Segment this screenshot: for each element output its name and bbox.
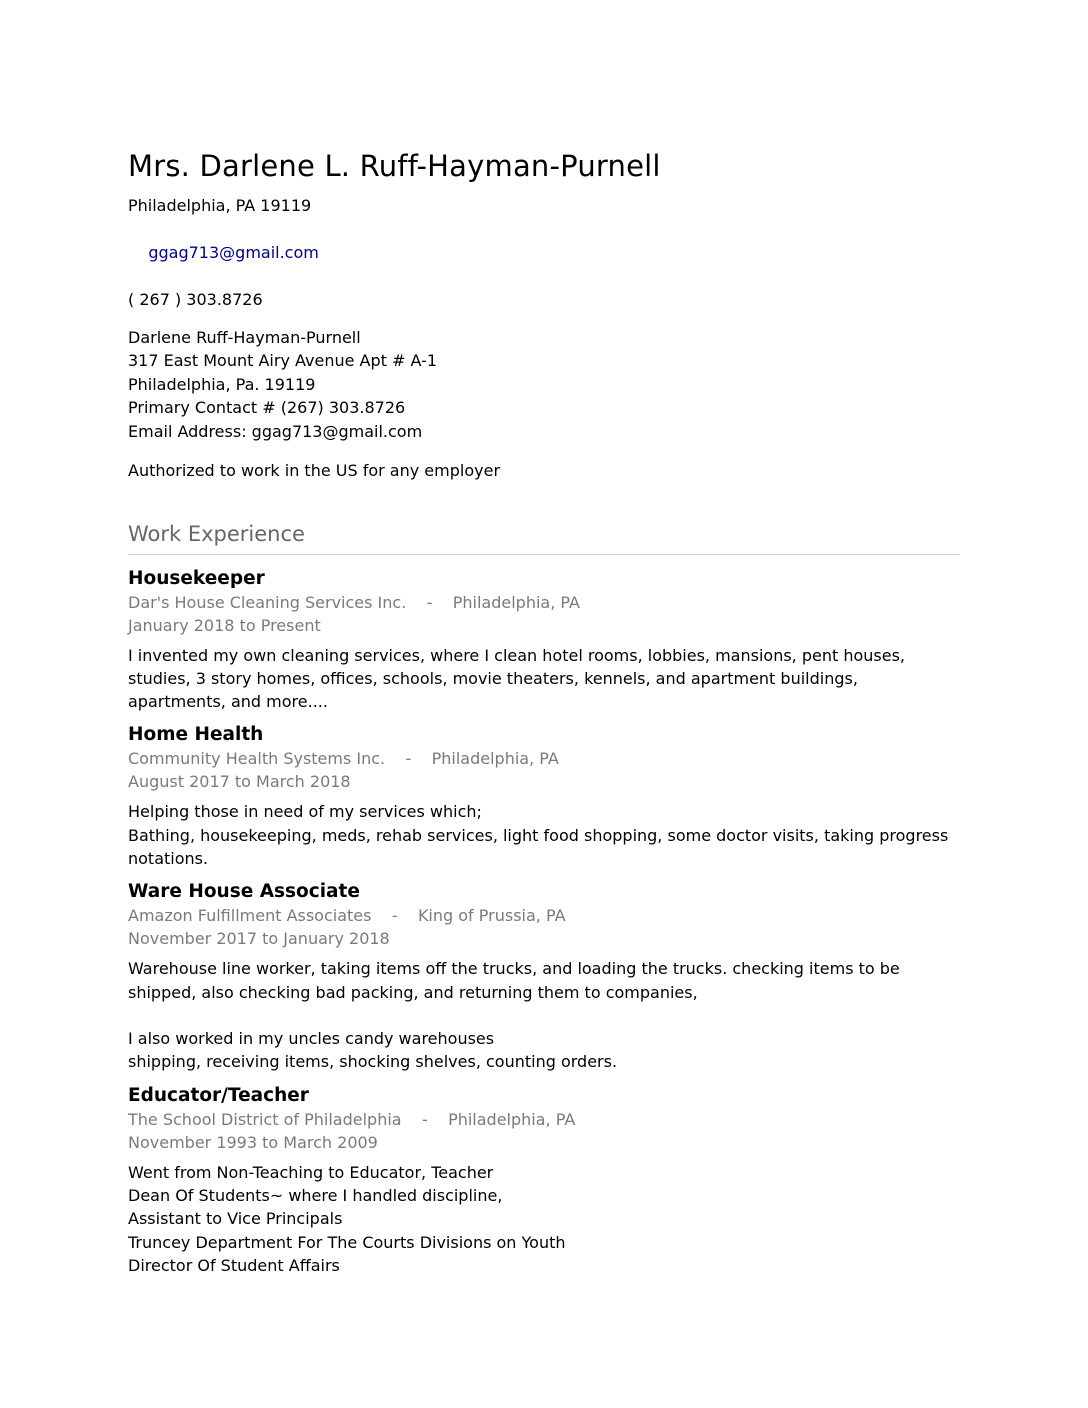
job-separator: -: [426, 592, 433, 612]
job-dates: November 1993 to March 2009: [128, 1132, 378, 1152]
job-separator: -: [405, 749, 412, 769]
job-title: Educator/Teacher: [128, 1084, 309, 1106]
address-line: Primary Contact # (267) 303.8726: [128, 398, 406, 417]
job-entry: [128, 880, 960, 1073]
job-separator: -: [391, 906, 398, 926]
job-company-line: [128, 591, 960, 614]
job-dates: November 2017 to January 2018: [128, 929, 390, 949]
address-line: Email Address: ggag713@gmail.com: [128, 421, 423, 441]
address-line: Darlene Ruff-Hayman-Purnell: [128, 327, 361, 347]
job-separator: -: [421, 1109, 428, 1129]
section-title-work-experience: Work Experience: [128, 521, 305, 546]
candidate-phone: ( 267 ) 303.8726: [128, 290, 263, 309]
section-divider: [128, 554, 960, 555]
candidate-name: Mrs. Darlene L. Ruff-Hayman-Purnell: [128, 149, 661, 183]
candidate-location: Philadelphia, PA 19119: [128, 196, 312, 215]
job-description: Went from Non-Teaching to Educator, Teacher Dean Of Students~ where I handled discipline, Assistant to Vice Principals Truncey Department For The Courts Divisions on Youth Director Of Student Affairs: [128, 1162, 566, 1275]
job-company-line: [128, 1108, 960, 1131]
job-title: Ware House Associate: [128, 881, 360, 903]
spacer: [128, 312, 960, 326]
work-authorization: Authorized to work in the US for any employer: [128, 461, 501, 480]
address-block: [128, 326, 960, 444]
resume-page: [128, 146, 960, 1287]
job-entry: [128, 567, 960, 714]
job-entry: [128, 723, 960, 870]
job-company-line: [128, 904, 960, 927]
address-line: Philadelphia, Pa. 19119: [128, 374, 316, 394]
job-location: Philadelphia, PA: [431, 749, 559, 769]
job-company: The School District of Philadelphia: [128, 1109, 402, 1129]
address-line: 317 East Mount Airy Avenue Apt # A-1: [128, 351, 438, 370]
candidate-email-line: [128, 218, 960, 289]
job-company: Community Health Systems Inc.: [128, 749, 386, 769]
job-location: King of Prussia, PA: [417, 906, 566, 926]
job-description: Warehouse line worker, taking items off the trucks, and loading the trucks. checking items to be shipped, also checking bad packing, and returning them to companies, I also worked in my uncles candy warehouses shipping, receiving items, shocking shelves, counting orders.: [128, 959, 900, 1072]
job-title: Housekeeper: [128, 567, 265, 589]
job-dates: January 2018 to Present: [128, 615, 321, 635]
job-dates: August 2017 to March 2018: [128, 772, 351, 792]
job-company: Dar's House Cleaning Services Inc.: [128, 592, 407, 612]
job-description: Helping those in need of my services which; Bathing, housekeeping, meds, rehab services, light food shopping, some doctor visits, taking progress notations.: [128, 802, 949, 868]
job-location: Philadelphia, PA: [452, 592, 580, 612]
job-title: Home Health: [128, 724, 264, 746]
job-company-line: [128, 747, 960, 770]
candidate-email-link[interactable]: ggag713@gmail.com: [148, 243, 319, 262]
job-location: Philadelphia, PA: [448, 1109, 576, 1129]
job-company: Amazon Fulfillment Associates: [128, 906, 372, 926]
spacer: [128, 443, 960, 459]
job-entry: [128, 1084, 960, 1277]
job-description: I invented my own cleaning services, where I clean hotel rooms, lobbies, mansions, pent houses, studies, 3 story homes, offices, schools, movie theaters, kennels, and apartment buildings, apartments, and more....: [128, 645, 911, 712]
